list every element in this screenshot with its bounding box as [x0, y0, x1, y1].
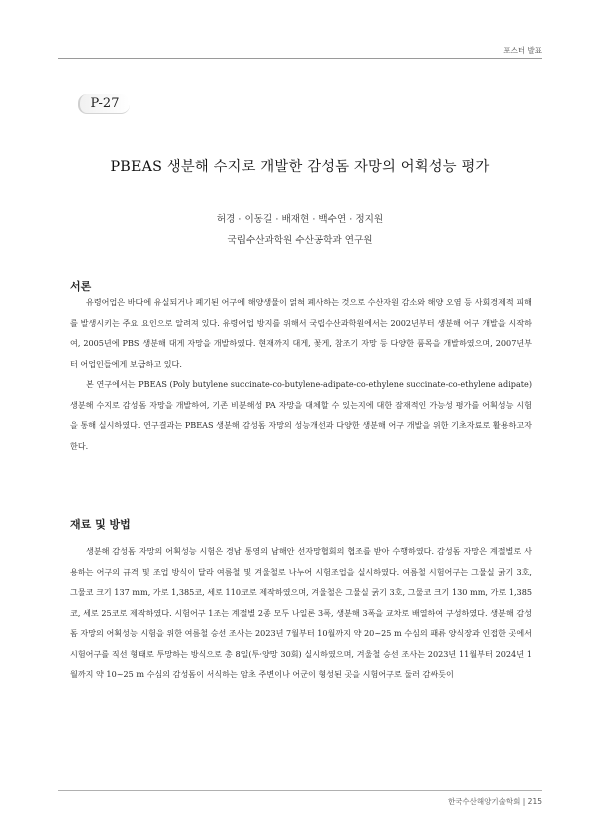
- paragraph: 본 연구에서는 PBEAS (Poly butylene succinate-co-butylene-adipate-co-ethylene succinate-co-ethylene adipate)생분해 수지로 감성돔 자망을 개발하여, 기존 비분해성 PA 자망을 대체할 수 있는지에 대한 잠재적인 가능성 평가를 어획성능 시험을 통해 실시하였다. 연구결과는 PBEAS 생분해 감성돔 자망의 성능개선과 다양한 생분해 어구 개발을 위한 기초자료로 활용하고자 한다.: [70, 379, 532, 451]
- paragraph: 유령어업은 바다에 유실되거나 폐기된 어구에 해양생물이 얽혀 폐사하는 것으로 수산자원 감소와 해양 오염 등 사회경제적 피해를 발생시키는 주요 요인으로 알려져 있다. 유령어업 방지를 위해서 국립수산과학원에서는 2002년부터 생분해 어구 개발을 시작하여, 2005년에 PBS 생분해 대게 자망을 개발하였다. 현재까지 대게, 꽃게, 참조기 자망 등 다양한 품목을 개발하였으며, 2007년부터 어업인들에게 보급하고 있다.: [70, 297, 532, 369]
- author-affiliation: 국립수산과학원 수산공학과 연구원: [227, 235, 373, 246]
- author-list: 허경 · 이동길 · 배재현 · 백수연 · 정지원: [216, 214, 384, 225]
- footer-journal-page: 한국수산해양기술학회 | 215: [447, 797, 542, 806]
- section-heading-introduction: 서론: [70, 280, 92, 293]
- poster-id: P-27: [90, 96, 120, 111]
- poster-id-badge: [78, 94, 130, 114]
- footer-divider: [58, 790, 542, 791]
- methods-body: [70, 541, 532, 685]
- header-section-label: 포스터 발표: [503, 46, 542, 55]
- paper-title: PBEAS 생분해 수지로 개발한 감성돔 자망의 어획성능 평가: [110, 159, 490, 175]
- header-divider: [58, 58, 542, 59]
- section-heading-methods: 재료 및 방법: [70, 518, 131, 531]
- introduction-body: [70, 292, 532, 456]
- paragraph: 생분해 감성돔 자망의 어획성능 시험은 경남 통영의 남해안 선자망협회의 협조를 받아 수행하였다. 감성돔 자망은 계절별로 사용하는 어구의 규격 및 조업 방식이 달라 여름철 및 겨울철로 나누어 시험조업을 실시하였다. 여름철 시험어구는 그물실 굵기 3호, 그물코 크기 137 mm, 가로 1,385코, 세로 110코로 제작하였으며, 겨울철은 그물실 굵기 3호, 그물코 크기 130 mm, 가로 1,385코, 세로 25코로 제작하였다. 시험어구 1조는 계절별 2종 모두 나일론 3폭, 생분해 3폭을 교차로 배열하여 구성하였다. 생분해 감성돔 자망의 어획성능 시험을 위한 여름철 승선 조사는 2023년 7월부터 10월까지 약 20~25 m 수심의 패류 양식장과 인접한 곳에서 시험어구를 직선 형태로 투망하는 방식으로 총 8일(투·양망 30회) 실시하였으며, 겨울철 승선 조사는 2023년 11월부터 2024년 1월까지 약 10~25 m 수심의 감성돔이 서식하는 암초 주변이나 어군이 형성된 곳을 시험어구로 둘러 감싸듯이: [70, 546, 532, 679]
